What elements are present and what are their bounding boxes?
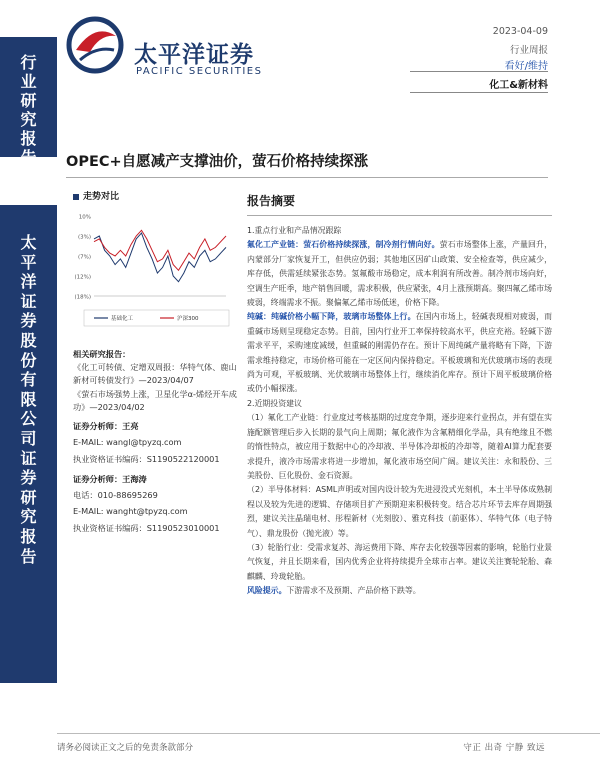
analyst-license: 执业资格证书编码：S1190522120001 (73, 454, 220, 465)
y-tick-label: (7%) (77, 254, 91, 261)
trend-chart (66, 208, 236, 332)
y-tick-label: (12%) (74, 274, 91, 281)
related-reports-label: 相关研究报告： (73, 349, 131, 359)
paragraph-text: 在国内市场上，轻碱表现相对疲弱，而重碱市场则呈现稳定态势。目前，国内行业开工率保持较高水平，供应充裕。轻碱下游需求平平，采购速度减缓，但重碱的刚需仍存在。预计下周纯碱产量将略有下降，下游需求维持稳定，市场价格可能在一定区间内保持稳定。平板玻璃和光伏玻璃市场的表现尚为可观，平板玻璃、光伏玻璃市场整体上行，继续消化库存。预计下周平板玻璃价格或仍小幅探涨。 (247, 312, 552, 394)
paragraph-lead: 风险提示。 (247, 586, 287, 596)
summary-paragraph (247, 584, 552, 598)
sidebar-bottom-text: 太平洋证券股份有限公司证券研究报告 (20, 233, 37, 566)
analyst-2-line (73, 473, 241, 486)
square-bullet-icon (73, 194, 79, 200)
analyst-name: 王海涛 (122, 473, 147, 484)
analyst-name: 王亮 (122, 421, 139, 432)
analyst-1-line (73, 420, 241, 433)
sidebar-top-text: 行业研究报告 (20, 53, 37, 167)
series-line-1 (94, 230, 226, 270)
paragraph-lead: 氟化工产业链：萤石价格持续探涨，制冷剂行情向好。 (247, 240, 440, 250)
report-date: 2023-04-09 (492, 26, 548, 37)
summary-title: 报告摘要 (247, 194, 296, 208)
analyst-license: 执业资格证书编码：S1190523010001 (73, 523, 220, 534)
industry-label: 化工&新材料 (489, 80, 548, 91)
related-report-item: 《化工可转债、定增双周报：华特气体、鹿山新材可转债发行》—2023/04/07 (73, 362, 237, 386)
sidebar-top-band (0, 37, 57, 167)
y-tick-label: 10% (78, 214, 91, 221)
brand-name-cn: 太平洋证券 (134, 42, 254, 68)
footer-motto: 守正 出奇 宁静 致远 (463, 743, 545, 753)
report-type: 行业周报 (509, 45, 548, 56)
summary-paragraph: （2）半导体材料：ASML声明或对国内设计较为先进浸没式光刻机，本土半导体成熟制程以及较为先进的逻辑、存储项目扩产预期迎来积极转变。结合芯片环节去库存周期强烈，建议关注晶瑞电材、彤程新材（光刻胶）、雅克科技（前驱体）、华特气体（电子特气）、鼎龙股份（抛光液）等。 (247, 485, 552, 538)
pacific-securities-logo-icon (66, 16, 124, 74)
y-tick-label: (18%) (74, 294, 91, 301)
summary-column (247, 192, 552, 599)
brand-name-en: PACIFIC SECURITIES (136, 66, 263, 77)
analyst-email: E-MAIL: wangl@tpyzq.com (73, 437, 182, 448)
left-column (73, 348, 241, 535)
section-heading: 1.重点行业和产品情况跟踪 (247, 226, 342, 235)
report-title: OPEC+自愿减产支撑油价，萤石价格持续探涨 (66, 154, 369, 170)
legend-label: 基础化工 (111, 316, 134, 322)
analyst-role: 证券分析师： (73, 421, 123, 432)
legend-label: 沪深300 (177, 316, 199, 322)
summary-paragraph (247, 238, 552, 310)
footer-disclaimer: 请务必阅读正文之后的免责条款部分 (57, 743, 194, 753)
trend-section-label: 走势对比 (83, 192, 120, 202)
series-line-0 (94, 233, 226, 282)
paragraph-lead: 纯碱：纯碱价格小幅下降，玻璃市场整体上行。 (247, 312, 416, 322)
sidebar-bottom-band (0, 205, 57, 683)
rating-badge: 看好/维持 (504, 61, 548, 72)
analyst-phone: 电话：010-88695269 (73, 489, 158, 500)
header-divider (410, 92, 548, 93)
summary-divider (247, 215, 552, 216)
paragraph-text: 下游需求不及预期、产品价格下跌等。 (286, 586, 421, 596)
section-heading: 2.近期投资建议 (247, 398, 302, 408)
summary-paragraph (247, 310, 552, 396)
summary-paragraph: （3）轮胎行业：受需求复苏、海运费用下降、库存去化较强等因素的影响，轮胎行业景气恢复，并且长期来看，国内优秀企业将持续提升全球市占率。建议关注赛轮轮胎、森麒麟、玲珑轮胎。 (247, 542, 552, 581)
analyst-role: 证券分析师： (73, 473, 123, 484)
title-divider (66, 177, 548, 178)
trend-section-heading (73, 189, 119, 202)
paragraph-text: 萤石市场整体上涨，产量回升，内蒙部分厂家恢复开工，但供应仍弱；其他地区因矿山政策、安全检查等，供应减少，库存低，供需延续紧张态势。氢氟酸市场稳定，成本利润有所改善。制冷剂市场向好，空调生产旺季，地产销售回暖，需求积极，供应紧张，4月上涨预期高。聚四氟乙烯市场疲弱，终端需求不振。聚偏氟乙烯市场低迷，价格下降。 (247, 240, 552, 308)
footer-divider (57, 733, 600, 734)
summary-paragraph: （1）氟化工产业链：行业度过考核基期的过度竞争期，逐步迎来行业拐点，并有望在实施配额管理后步入长期的景气向上周期；氟化液作为含氟精细化学品，具有绝缘且不燃的惰性特点，被应用于数据中心的冷却液、半导体冷却板的冷却等，随着AI算力配套要求提升，液冷市场需求将进一步增加，氟化液市场空间广阔。建议关注：永和股份、三美股份、巨化股份、金石资源。 (247, 413, 552, 480)
analyst-email: E-MAIL: wanght@tpyzq.com (73, 506, 188, 517)
related-report-item: 《萤石市场强势上涨，卫星化学α-烯烃开车成功》—2023/04/02 (73, 388, 237, 412)
y-tick-label: (3%) (77, 234, 91, 241)
